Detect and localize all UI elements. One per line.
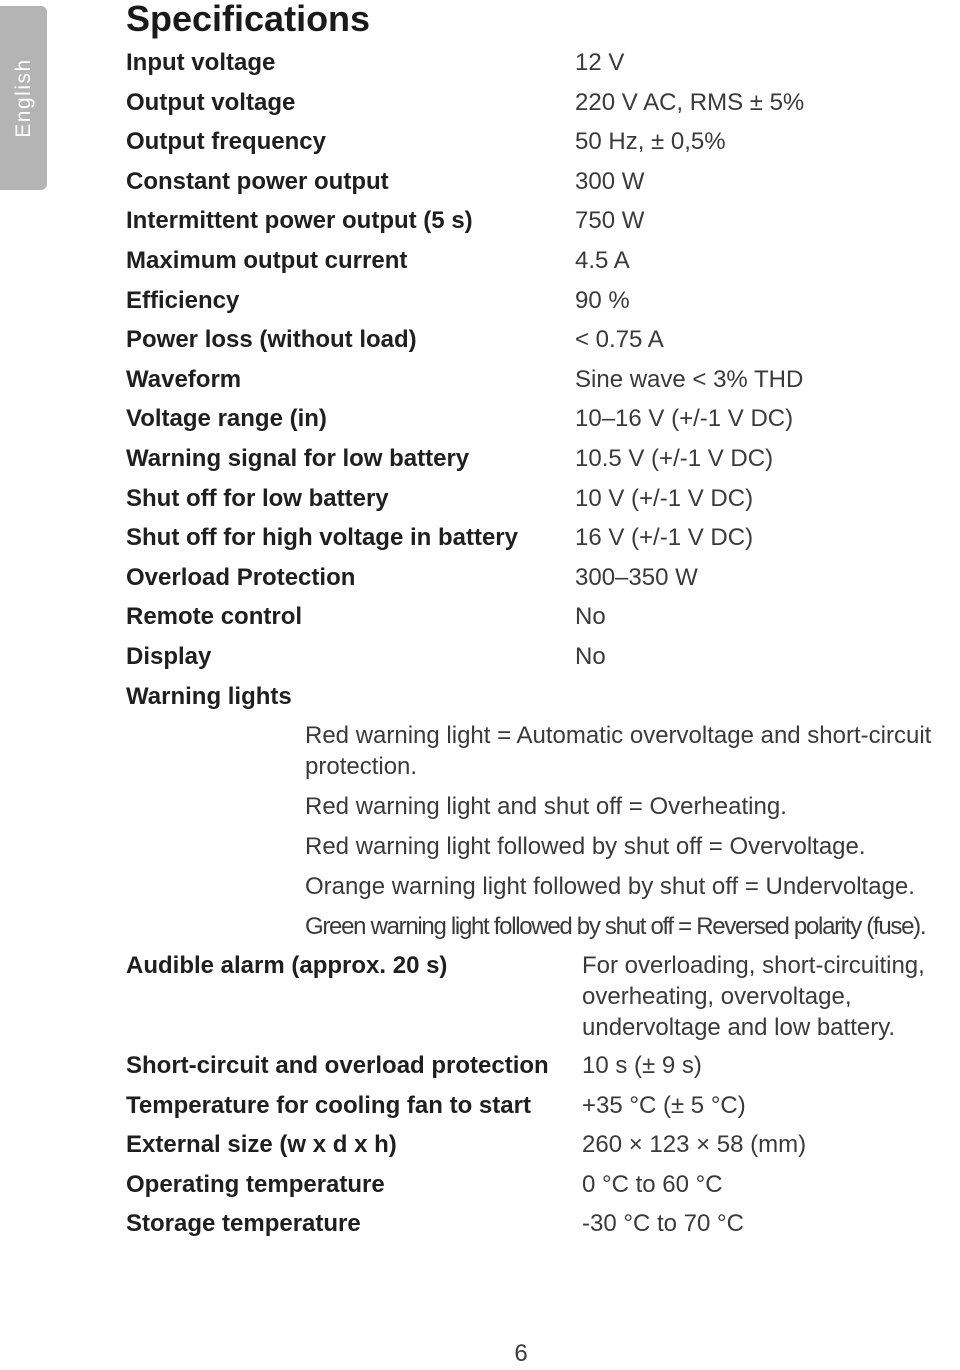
spec-label: Output frequency [126,128,327,156]
warning-light-item: Red warning light and shut off = Overheating. [305,793,787,820]
warning-light-item: Red warning light = Automatic overvoltage and short-circuit protection. [305,722,932,780]
spec-label: External size (w x d x h) [126,1131,397,1159]
spec-lower-rows [126,1046,946,1244]
spec-row [126,479,946,519]
spec-row [126,122,946,162]
warning-light-item: Green warning light followed by shut off = Reversed polarity (fuse). [305,913,926,940]
warning-light-item: Red warning light followed by shut off = Overvoltage. [305,833,866,860]
spec-value: 16 V (+/-1 V DC) [575,524,754,552]
spec-value: Sine wave < 3% THD [575,365,804,393]
spec-row [126,1165,946,1205]
spec-value: 10 s (± 9 s) [582,1052,702,1079]
spec-table [126,43,946,716]
spec-label: Temperature for cooling fan to start [126,1091,531,1119]
spec-label: Shut off for high voltage in battery [126,524,518,552]
spec-label: Waveform [126,365,242,393]
spec-row [126,360,946,400]
spec-label: Remote control [126,603,303,631]
language-tab [0,6,47,190]
spec-value: 260 × 123 × 58 (mm) [582,1131,807,1159]
spec-row [126,1086,946,1126]
spec-label: Constant power output [126,167,389,195]
page-number: 6 [514,1340,528,1367]
spec-label: Audible alarm (approx. 20 s) [126,952,448,979]
spec-value: 0 °C to 60 °C [582,1170,723,1198]
page-title: Specifications [126,0,371,39]
spec-label: Maximum output current [126,246,408,274]
spec-value: 4.5 A [575,246,630,274]
spec-row [126,399,946,439]
spec-value: 10 V (+/-1 V DC) [575,484,754,512]
spec-row [126,439,946,479]
spec-row [126,1046,946,1086]
warning-light-item: Orange warning light followed by shut off = Undervoltage. [305,873,915,900]
spec-row [126,677,946,717]
spec-label: Input voltage [126,49,276,76]
spec-label: Intermittent power output (5 s) [126,207,473,235]
spec-row [126,1204,946,1244]
spec-row [126,241,946,281]
spec-value: 12 V [575,49,625,76]
spec-value: 90 % [575,286,630,314]
spec-value: 10.5 V (+/-1 V DC) [575,444,774,472]
spec-value: < 0.75 A [575,326,664,354]
spec-value: -30 °C to 70 °C [582,1210,744,1238]
spec-label: Warning signal for low battery [126,444,470,472]
spec-value: +35 °C (± 5 °C) [582,1091,746,1119]
warning-lights-list [305,720,955,951]
spec-row [126,637,946,677]
spec-value: 220 V AC, RMS ± 5% [575,88,805,116]
spec-row [126,162,946,202]
spec-value: 10–16 V (+/-1 V DC) [575,405,794,433]
spec-value: 750 W [575,207,645,235]
spec-value: No [575,603,606,631]
spec-table-lower [126,946,946,1244]
spec-row [126,558,946,598]
spec-label: Short-circuit and overload protection [126,1052,549,1079]
spec-label: Shut off for low battery [126,484,389,512]
spec-label: Efficiency [126,286,240,314]
spec-label: Power loss (without load) [126,326,417,354]
spec-row [126,1125,946,1165]
spec-label: Warning lights [126,682,292,710]
spec-row [126,597,946,637]
spec-row [126,83,946,123]
spec-row [126,43,946,83]
spec-row [126,201,946,241]
spec-row [126,281,946,321]
spec-label: Storage temperature [126,1210,361,1238]
language-tab-label: English [11,58,35,138]
spec-row [126,518,946,558]
spec-value: 300–350 W [575,563,698,591]
spec-label: Overload Protection [126,563,356,591]
spec-value: For overloading, short-circuiting, overheating, overvoltage, undervoltage and low battery. [582,952,925,1041]
spec-row-audible-alarm [126,946,946,1046]
spec-value: 50 Hz, ± 0,5% [575,128,726,156]
spec-label: Display [126,642,212,670]
spec-value: No [575,642,606,670]
spec-value: 300 W [575,167,645,195]
spec-label: Voltage range (in) [126,405,327,433]
spec-label: Output voltage [126,88,296,116]
spec-row [126,320,946,360]
spec-label: Operating temperature [126,1170,385,1198]
